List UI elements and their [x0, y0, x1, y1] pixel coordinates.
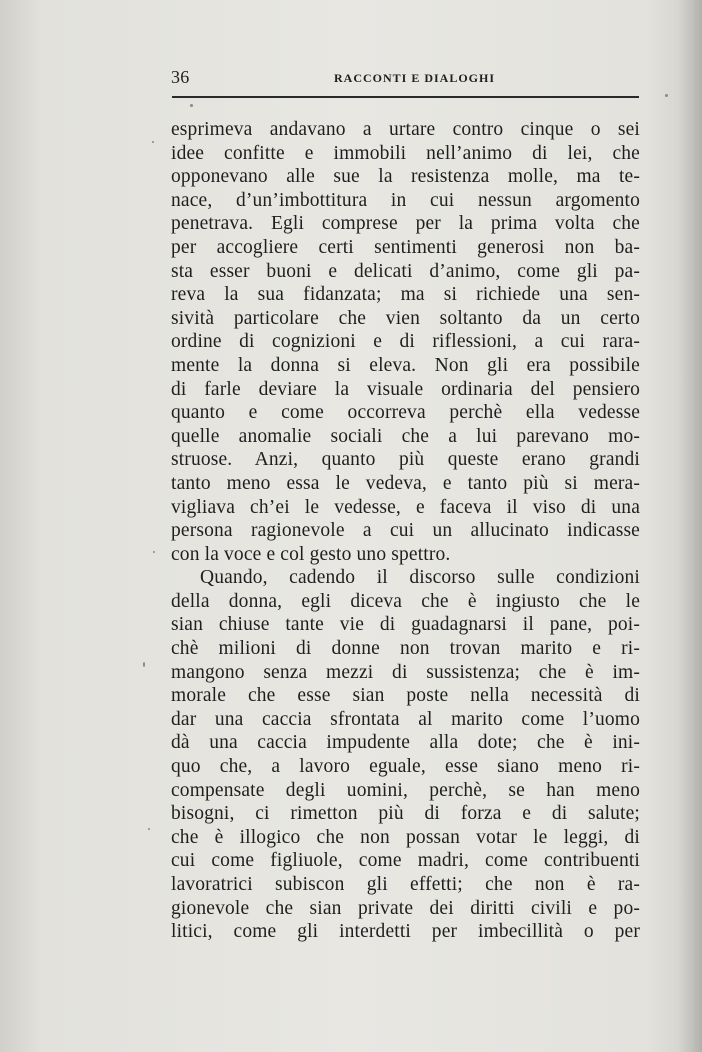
body-text	[171, 118, 640, 944]
text-line: chè milioni di donne non trovan marito e ri-	[171, 638, 640, 660]
text-line: sta esser buoni e delicati d’animo, come gli pa-	[171, 260, 640, 282]
text-line: per accogliere certi sentimenti generosi non ba-	[171, 236, 640, 258]
text-line: della donna, egli diceva che è ingiusto che le	[171, 590, 640, 612]
text-line: vigliava ch’ei le vedesse, e faceva il viso di una	[171, 496, 640, 518]
text-line: cui come figliuole, come madri, come contribuenti	[171, 850, 640, 872]
text-line: idee confitte e immobili nell’animo di lei, che	[171, 142, 640, 164]
text-line: reva la sua fidanzata; ma si richiede una sen-	[171, 284, 640, 306]
text-line: Quando, cadendo il discorso sulle condizioni	[200, 567, 640, 589]
text-line: con la voce e col gesto uno spettro.	[171, 543, 451, 565]
print-speck	[143, 662, 145, 667]
running-title: RACCONTI E DIALOGHI	[334, 71, 496, 85]
text-line: mente la donna si eleva. Non gli era possibile	[171, 354, 640, 376]
print-speck	[152, 141, 154, 143]
text-line: bisogni, ci rimetton più di forza e di salute;	[171, 803, 640, 825]
text-line: dà una caccia impudente alla dote; che è ini-	[171, 732, 640, 754]
text-line: quo che, a lavoro eguale, esse siano meno ri-	[171, 756, 640, 778]
text-line: di farle deviare la visuale ordinaria del pensiero	[171, 378, 640, 400]
print-speck	[148, 828, 150, 830]
text-line: esprimeva andavano a urtare contro cinque o sei	[171, 119, 640, 140]
text-line: sian chiuse tante vie di guadagnarsi il pane, poi-	[171, 614, 640, 636]
paragraph	[171, 118, 640, 566]
header-rule	[172, 96, 639, 98]
text-line: compensate degli uomini, perchè, se han meno	[171, 779, 640, 801]
text-line: morale che esse sian poste nella necessità di	[171, 685, 640, 707]
text-line: mangono senza mezzi di sussistenza; che è im-	[171, 661, 640, 683]
text-line: che è illogico che non possan votar le leggi, di	[171, 826, 640, 848]
text-line: struose. Anzi, quanto più queste erano grandi	[171, 449, 640, 471]
print-speck	[153, 551, 155, 553]
text-line: penetrava. Egli comprese per la prima volta che	[171, 213, 640, 235]
text-line: persona ragionevole a cui un allucinato indicasse	[171, 520, 640, 542]
text-line: nace, d’un’imbottitura in cui nessun argomento	[171, 189, 640, 211]
paragraph	[171, 566, 640, 944]
page-header	[171, 67, 640, 93]
print-speck	[665, 94, 668, 97]
print-speck	[190, 104, 193, 107]
text-line: opponevano alle sue la resistenza molle, ma te-	[171, 166, 640, 188]
text-line: tanto meno essa le vedeva, e tanto più si mera-	[171, 472, 640, 494]
text-line: litici, come gli interdetti per imbecillità o per	[171, 921, 640, 943]
text-line: quanto e come occorreva perchè ella vedesse	[171, 402, 640, 424]
page-number: 36	[171, 67, 190, 87]
text-line: quelle anomalie sociali che a lui parevano mo-	[171, 425, 640, 447]
text-line: lavoratrici subiscon gli effetti; che non è ra-	[171, 874, 640, 895]
text-line: ordine di cognizioni e di riflessioni, a cui rara-	[171, 331, 640, 353]
text-line: dar una caccia sfrontata al marito come l’uomo	[171, 708, 640, 730]
text-line: gionevole che sian private dei diritti civili e po-	[171, 897, 640, 919]
text-line: sività particolare che vien soltanto da un certo	[171, 307, 640, 329]
